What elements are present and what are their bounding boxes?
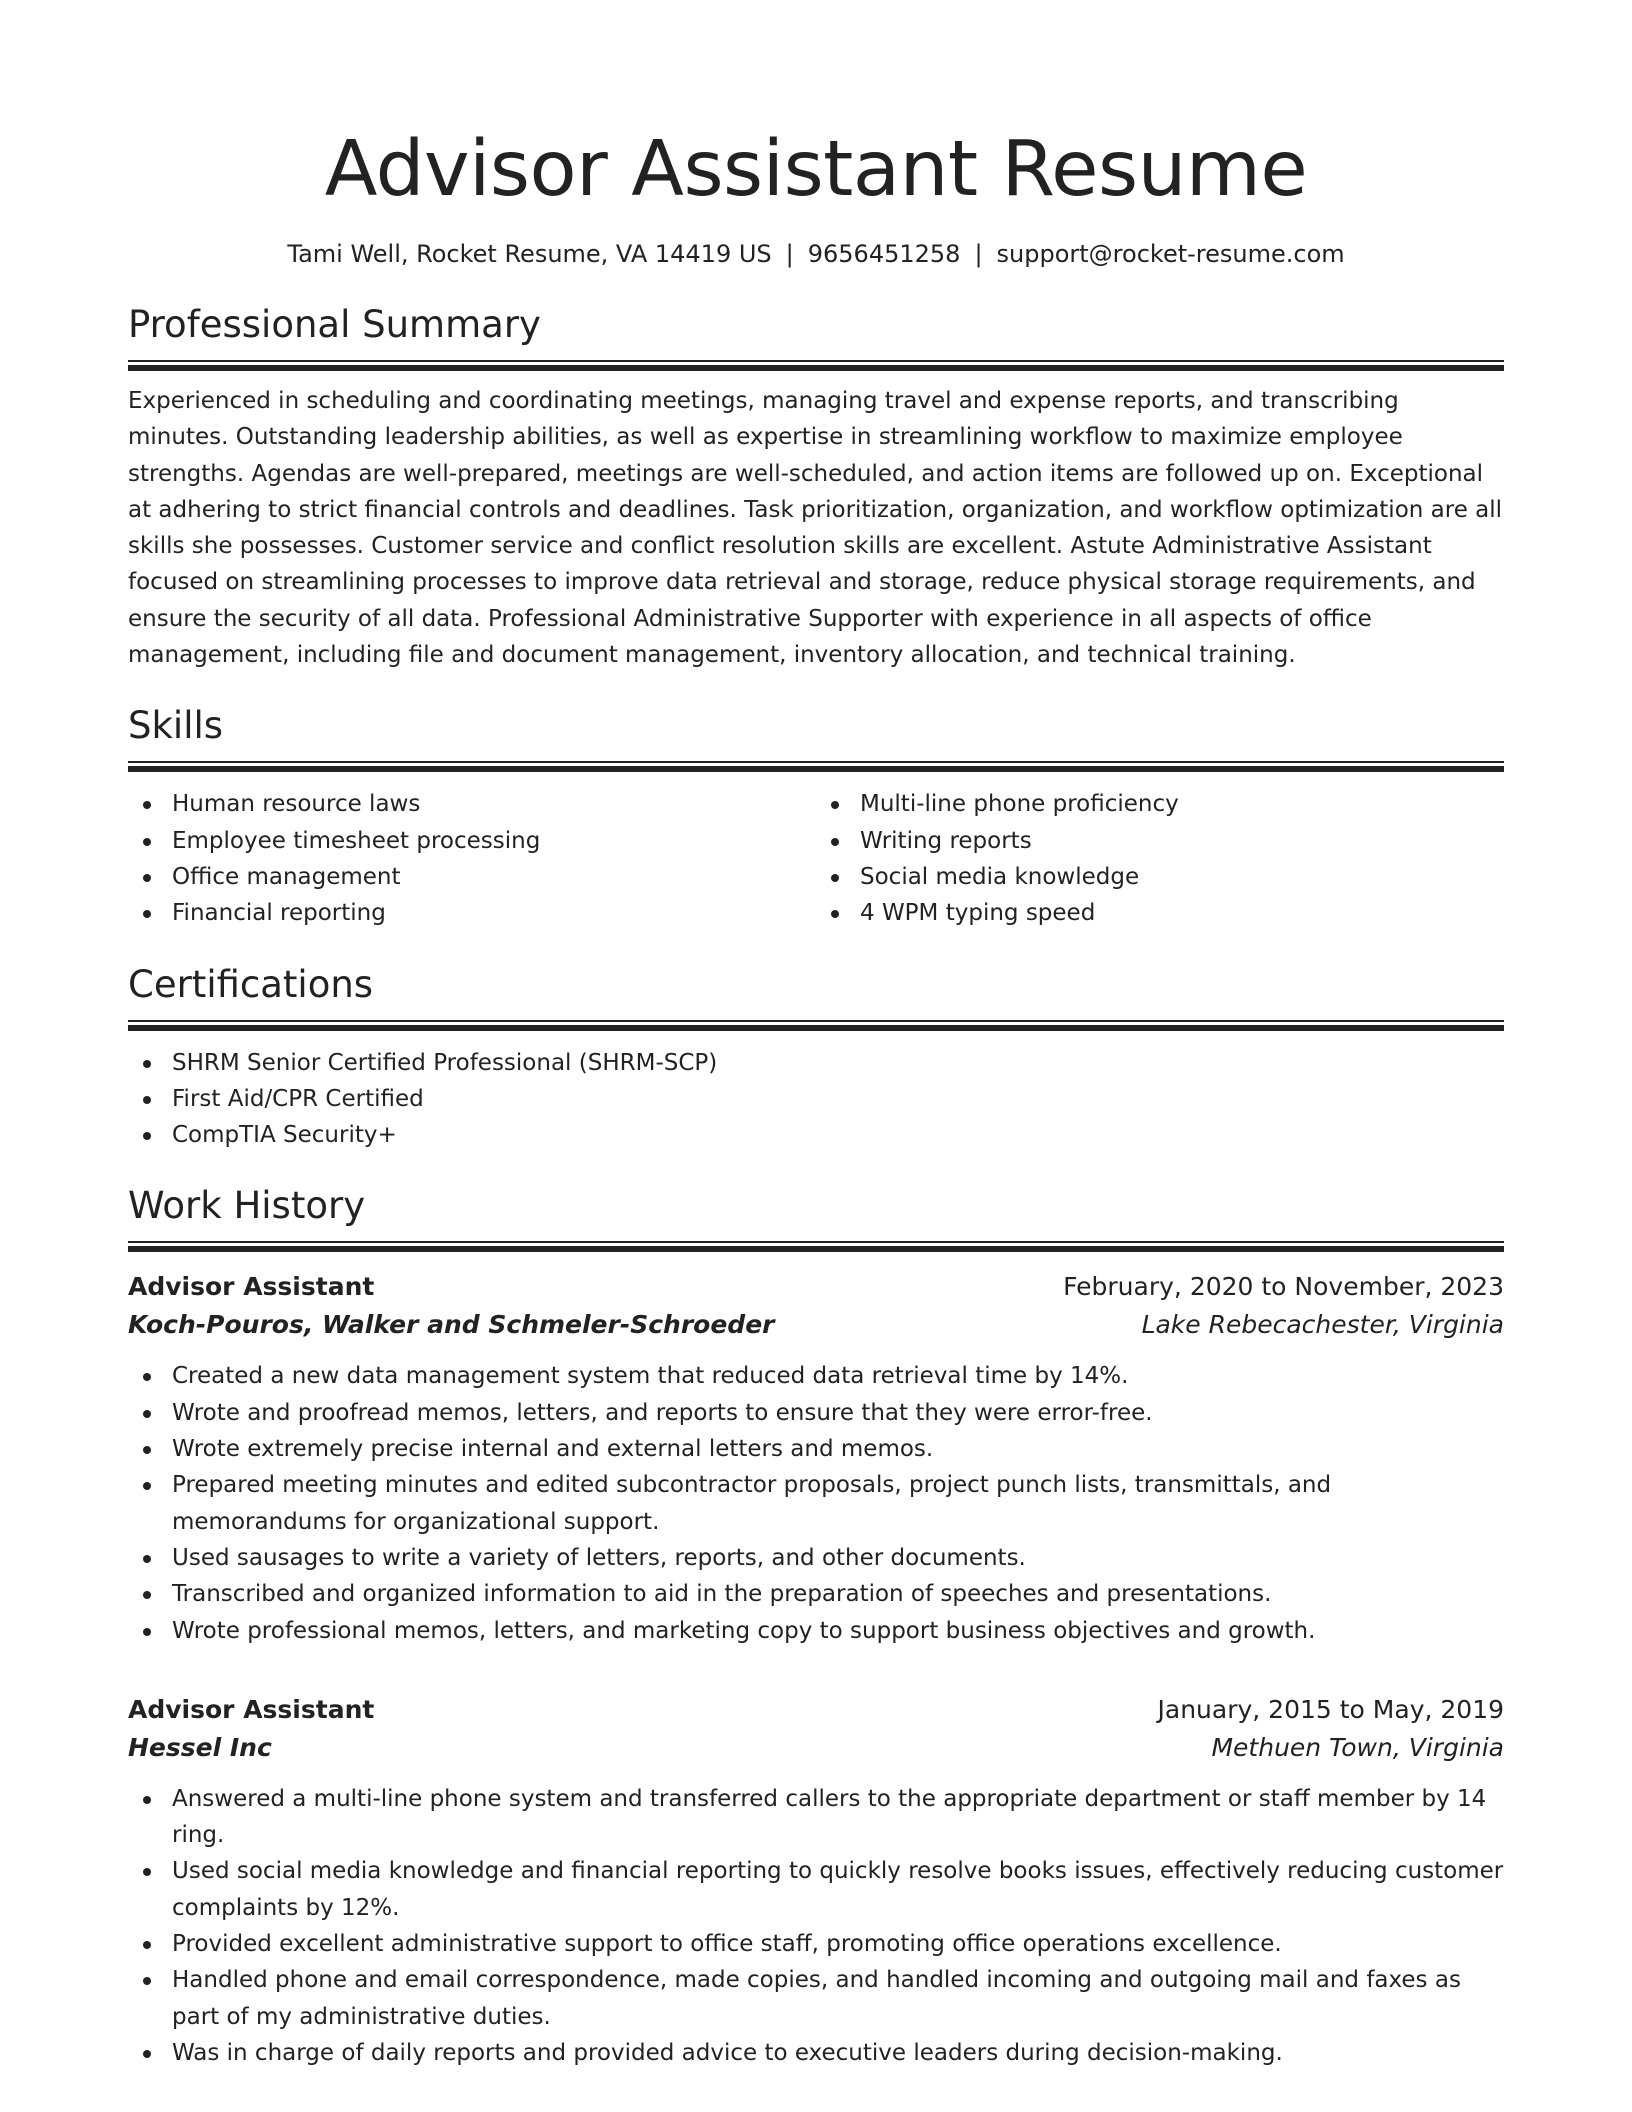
- job-bullet: Transcribed and organized information to aid in the preparation of speeches and presentations.: [128, 1576, 1504, 1612]
- skill-item: Office management: [128, 859, 816, 895]
- job-bullets: [128, 1781, 1504, 2071]
- resume-title: Advisor Assistant Resume: [324, 125, 1308, 214]
- job-company: Hessel Inc: [128, 1732, 272, 1762]
- job-entry: [128, 1268, 1504, 1648]
- contact-email: support@rocket-resume.com: [996, 240, 1345, 268]
- skills-right-list: [816, 786, 1504, 931]
- skill-item: Social media knowledge: [816, 859, 1504, 895]
- contact-line: [128, 236, 1504, 272]
- job-subheader-row: [128, 1306, 1504, 1344]
- skill-item: Human resource laws: [128, 786, 816, 822]
- skills-section: [128, 703, 1504, 931]
- summary-text: Experienced in scheduling and coordinating meetings, managing travel and expense reports, and transcribing minutes. Outstanding leadership abilities, as well as expertise in streamlining workflow to maximize employee strengths. Agendas are well-prepared, meetings are well-scheduled, and action items are followed up on. Exceptional at adhering to strict financial controls and deadlines. Task prioritization, organization, and workflow optimization are all skills she possesses. Customer service and conflict resolution skills are excellent. Astute Administrative Assistant focused on streamlining processes to improve data retrieval and storage, reduce physical storage requirements, and ensure the security of all data. Professional Administrative Supporter with experience in all aspects of office management, including file and document management, inventory allocation, and technical training.: [128, 388, 1503, 669]
- skills-heading: Skills: [128, 704, 224, 748]
- job-location: Methuen Town, Virginia: [1211, 1732, 1504, 1762]
- skill-item: Multi-line phone proficiency: [816, 786, 1504, 822]
- certification-item: First Aid/CPR Certified: [128, 1081, 1504, 1117]
- certification-item: SHRM Senior Certified Professional (SHRM-SCP): [128, 1045, 1504, 1081]
- work-history-heading: Work History: [128, 1184, 366, 1228]
- job-dates: January, 2015 to May, 2019: [1157, 1694, 1504, 1724]
- job-header-row: [128, 1691, 1504, 1729]
- job-bullet: Created a new data management system that reduced data retrieval time by 14%.: [128, 1358, 1504, 1394]
- contact-separator: |: [785, 240, 794, 268]
- skill-item: Writing reports: [816, 823, 1504, 859]
- work-history-section: [128, 1183, 1504, 2071]
- job-location: Lake Rebecachester, Virginia: [1141, 1310, 1504, 1340]
- job-bullet: Wrote professional memos, letters, and marketing copy to support business objectives and growth.: [128, 1613, 1504, 1649]
- skill-item: Employee timesheet processing: [128, 823, 816, 859]
- section-divider: [128, 360, 1504, 371]
- job-bullet: Wrote extremely precise internal and external letters and memos.: [128, 1431, 1504, 1467]
- job-entry: [128, 1691, 1504, 2071]
- summary-section: [128, 302, 1504, 673]
- job-bullet: Handled phone and email correspondence, made copies, and handled incoming and outgoing mail and faxes as part of my administrative duties.: [128, 1962, 1504, 2035]
- certifications-heading: Certifications: [128, 962, 374, 1006]
- section-divider: [128, 1241, 1504, 1252]
- job-title: Advisor Assistant: [128, 1694, 375, 1724]
- certifications-section: [128, 962, 1504, 1154]
- section-divider: [128, 1020, 1504, 1031]
- job-bullet: Prepared meeting minutes and edited subcontractor proposals, project punch lists, transmittals, and memorandums for organizational support.: [128, 1467, 1504, 1540]
- job-bullet: Answered a multi-line phone system and transferred callers to the appropriate department or staff member by 14 ring.: [128, 1781, 1504, 1854]
- job-bullets: [128, 1358, 1504, 1648]
- job-bullet: Provided excellent administrative support to office staff, promoting office operations excellence.: [128, 1926, 1504, 1962]
- job-company: Koch-Pouros, Walker and Schmeler-Schroeder: [128, 1310, 775, 1340]
- job-header-row: [128, 1268, 1504, 1306]
- skills-left-list: [128, 786, 816, 931]
- job-bullet: Used social media knowledge and financial reporting to quickly resolve books issues, effectively reducing customer complaints by 12%.: [128, 1853, 1504, 1926]
- skills-grid: [128, 772, 1504, 931]
- job-bullet: Was in charge of daily reports and provided advice to executive leaders during decision-making.: [128, 2035, 1504, 2071]
- contact-phone: 9656451258: [807, 240, 961, 268]
- skill-item: Financial reporting: [128, 895, 816, 931]
- job-subheader-row: [128, 1729, 1504, 1767]
- skill-item: 4 WPM typing speed: [816, 895, 1504, 931]
- certifications-list: [128, 1045, 1504, 1154]
- contact-separator: |: [974, 240, 983, 268]
- job-dates: February, 2020 to November, 2023: [1063, 1272, 1504, 1302]
- contact-address: Tami Well, Rocket Resume, VA 14419 US: [287, 240, 772, 268]
- summary-heading: Professional Summary: [128, 303, 541, 346]
- job-bullet: Wrote and proofread memos, letters, and reports to ensure that they were error-free.: [128, 1395, 1504, 1431]
- job-bullet: Used sausages to write a variety of letters, reports, and other documents.: [128, 1540, 1504, 1576]
- certification-item: CompTIA Security+: [128, 1117, 1504, 1153]
- job-title: Advisor Assistant: [128, 1272, 375, 1302]
- section-divider: [128, 761, 1504, 772]
